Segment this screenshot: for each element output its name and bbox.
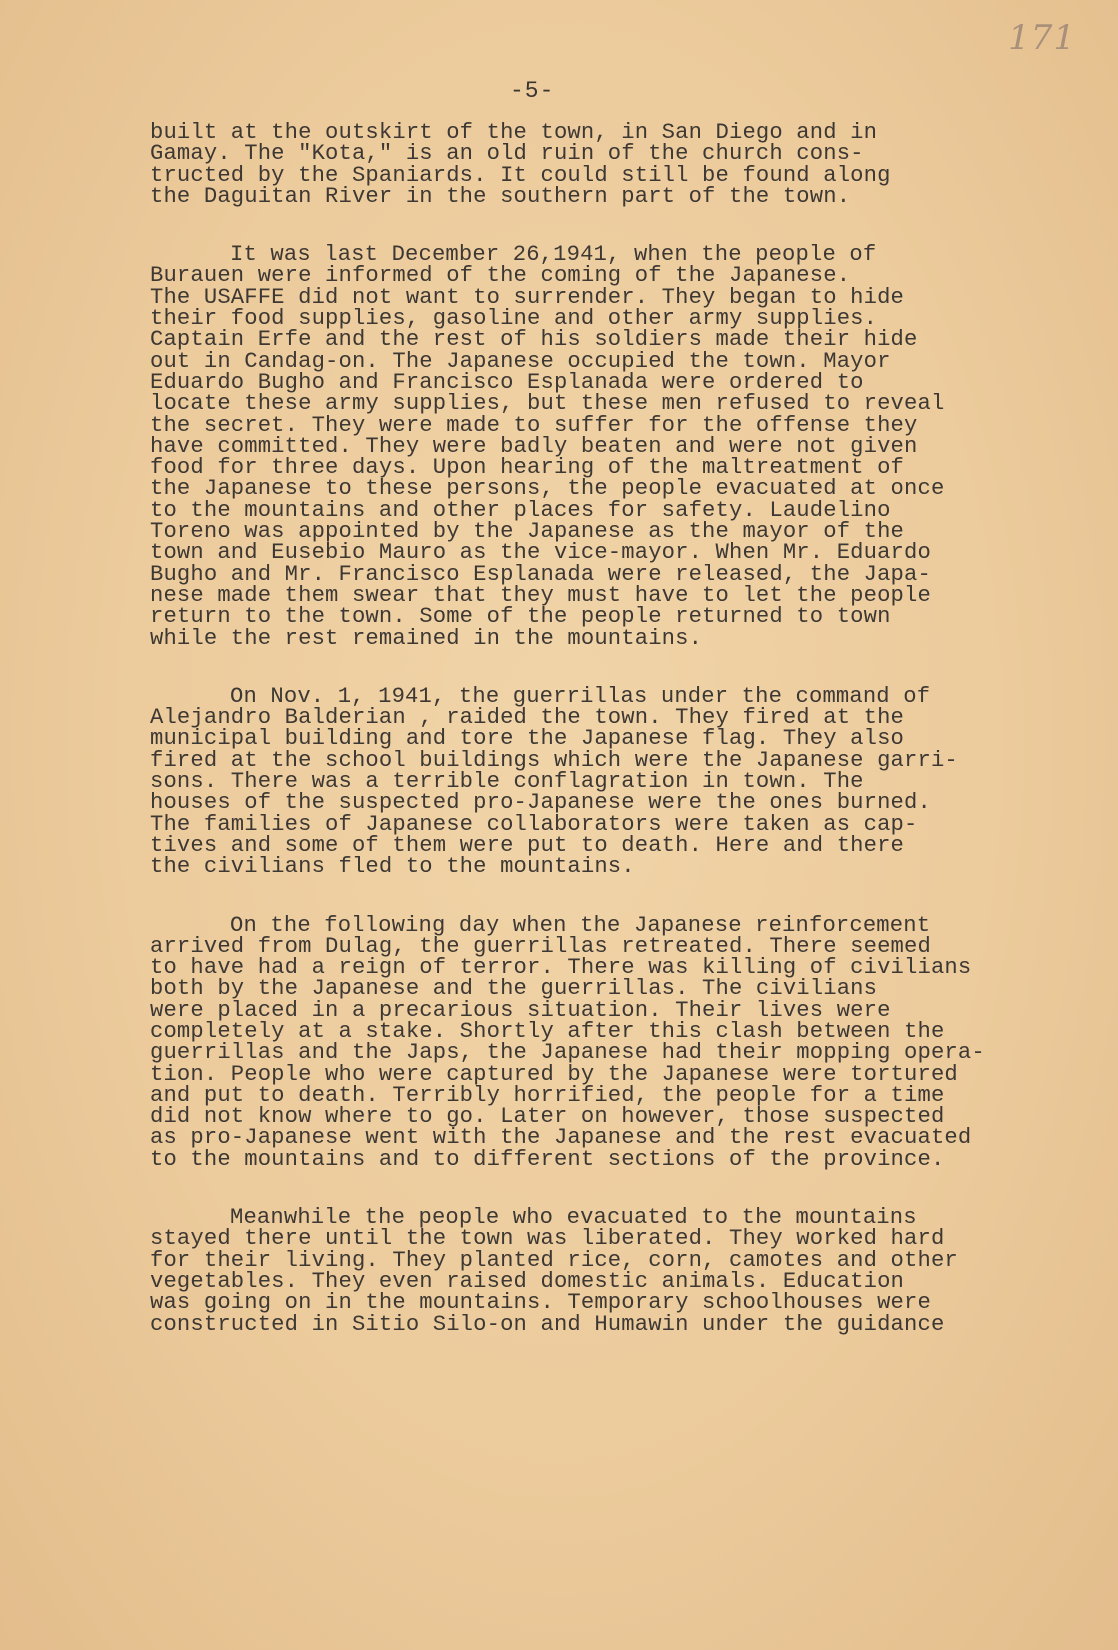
paragraph-gap (150, 878, 1070, 915)
text-line: return to the town. Some of the people returned to town (150, 604, 891, 630)
text-line: built at the outskirt of the town, in San Diego and in (150, 120, 878, 145)
text-line: both by the Japanese and the guerrillas. The civilians (150, 976, 878, 1002)
paragraph-3 (150, 683, 1070, 880)
text-line: locate these army supplies, but these men refused to reveal (150, 391, 945, 417)
paragraph-5 (150, 1207, 1070, 1335)
text-line: On Nov. 1, 1941, the guerrillas under the command of (230, 683, 931, 709)
text-line: did not know where to go. Later on however, those suspected (150, 1104, 945, 1130)
text-line: arrived from Dulag, the guerrillas retreated. There seemed (150, 933, 931, 959)
paragraph-2 (150, 244, 1070, 649)
text-line: nese made them swear that they must have to let the people (150, 582, 931, 608)
text-line: Gamay. The "Kota," is an old ruin of the church cons- (150, 141, 864, 167)
paragraph-1 (150, 122, 1070, 207)
text-line: and put to death. Terribly horrified, the people for a time (150, 1082, 945, 1108)
text-line: vegetables. They even raised domestic animals. Education (150, 1268, 905, 1294)
text-line: as pro-Japanese went with the Japanese and the rest evacuated (150, 1125, 972, 1151)
text-line: Burauen were informed of the coming of the Japanese. (150, 263, 851, 289)
text-line: Alejandro Balderian , raided the town. They fired at the (150, 705, 905, 731)
body-text (150, 122, 1070, 1335)
text-line: to the mountains and other places for safety. Laudelino (150, 497, 891, 523)
text-line: sons. There was a terrible conflagration in town. The (150, 769, 864, 795)
text-line: food for three days. Upon hearing of the maltreatment of (150, 455, 905, 481)
text-line: was going on in the mountains. Temporary schoolhouses were (150, 1290, 931, 1316)
text-line: The USAFFE did not want to surrender. They began to hide (150, 284, 905, 310)
text-line: the Daguitan River in the southern part of the town. (150, 183, 851, 209)
text-line: to the mountains and to different sections of the province. (150, 1146, 945, 1172)
text-line: out in Candag-on. The Japanese occupied the town. Mayor (150, 348, 891, 374)
text-line: Captain Erfe and the rest of his soldiers made their hide (150, 327, 918, 353)
text-line: Bugho and Mr. Francisco Esplanada were released, the Japa- (150, 561, 931, 587)
text-line: It was last December 26,1941, when the people of (230, 242, 877, 268)
text-line: On the following day when the Japanese reinforcement (230, 912, 931, 938)
folio-mark: 171 (1008, 18, 1076, 58)
text-line: the secret. They were made to suffer for the offense they (150, 412, 918, 438)
text-line: while the rest remained in the mountains. (150, 625, 703, 651)
text-line: tructed by the Spaniards. It could still be found along (150, 162, 891, 188)
text-line: guerrillas and the Japs, the Japanese had their mopping opera- (150, 1040, 985, 1066)
paragraph-gap (150, 207, 1070, 244)
text-line: the civilians fled to the mountains. (150, 854, 635, 880)
text-line: their food supplies, gasoline and other army supplies. (150, 306, 878, 332)
text-line: fired at the school buildings which were the Japanese garri- (150, 747, 958, 773)
text-line: municipal building and tore the Japanese flag. They also (150, 726, 905, 752)
paragraph-4 (150, 912, 1070, 1172)
text-line: Eduardo Bugho and Francisco Esplanada were ordered to (150, 369, 864, 395)
text-line: to have had a reign of terror. There was killing of civilians (150, 955, 972, 981)
text-line: have committed. They were badly beaten and were not given (150, 433, 918, 459)
text-line: tives and some of them were put to death. Here and there (150, 832, 905, 858)
page-number: -5- (510, 78, 555, 104)
text-line: for their living. They planted rice, corn, camotes and other (150, 1247, 958, 1273)
paragraph-gap (150, 1170, 1070, 1207)
text-line: Meanwhile the people who evacuated to the mountains (230, 1205, 917, 1231)
text-line: Toreno was appointed by the Japanese as the mayor of the (150, 519, 905, 545)
text-line: the Japanese to these persons, the people evacuated at once (150, 476, 945, 502)
text-line: The families of Japanese collaborators were taken as cap- (150, 811, 918, 837)
text-line: town and Eusebio Mauro as the vice-mayor. When Mr. Eduardo (150, 540, 931, 566)
text-line: were placed in a precarious situation. Their lives were (150, 997, 891, 1023)
text-line: houses of the suspected pro-Japanese were the ones burned. (150, 790, 931, 816)
text-line: tion. People who were captured by the Japanese were tortured (150, 1061, 958, 1087)
text-line: stayed there until the town was liberated. They worked hard (150, 1226, 945, 1252)
text-line: constructed in Sitio Silo-on and Humawin under the guidance (150, 1311, 945, 1337)
text-line: completely at a stake. Shortly after this clash between the (150, 1018, 945, 1044)
paragraph-gap (150, 649, 1070, 686)
